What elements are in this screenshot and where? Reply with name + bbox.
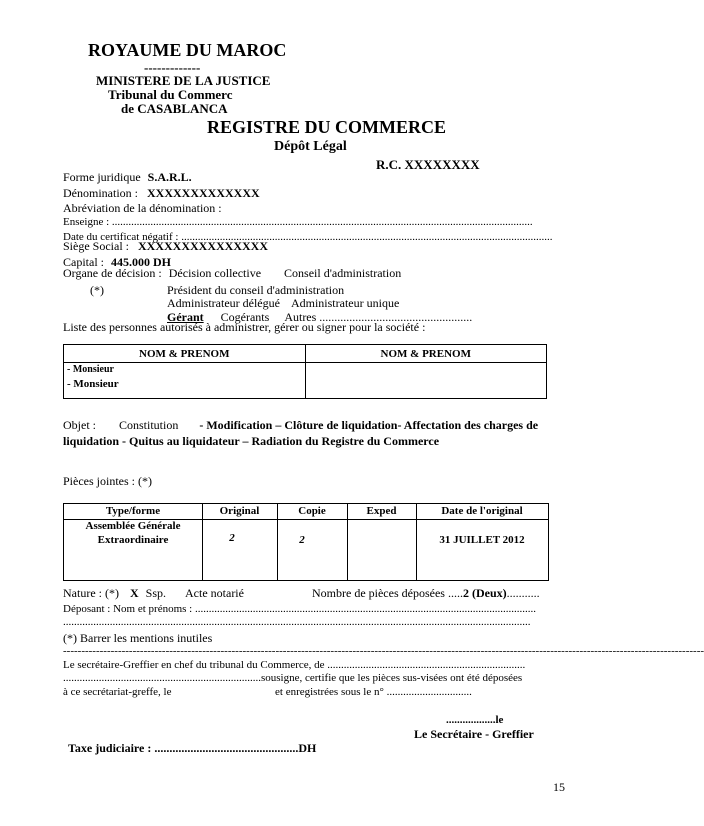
persons-cell-right	[305, 363, 547, 399]
person-2: - Monsieur	[67, 378, 119, 390]
piece-type-line1: Assemblée Générale	[85, 520, 181, 532]
siege-label: Siège Social :	[63, 239, 129, 253]
piece-date: 31 JUILLET 2012	[439, 534, 525, 546]
page-number: 15	[553, 780, 565, 794]
forme-value: S.A.R.L.	[147, 170, 192, 184]
forme-juridique-line	[63, 170, 192, 185]
taxe-judiciaire: Taxe judiciaire : ................................................DH	[68, 741, 317, 755]
persons-col1-header: NOM & PRENOM	[64, 345, 306, 363]
nature-label: Nature : (*)	[63, 586, 119, 600]
greffier-line3b: et enregistrées sous le n° ...............................	[275, 686, 472, 698]
greffier-line2-text: sousigne, certifie que les pièces sus-visées ont été déposées	[261, 672, 523, 684]
organe-gerant: Gérant	[167, 310, 204, 324]
organe-autres: Autres ...................................................	[284, 310, 473, 324]
dots-line: ..........................................................................................................................................................................	[63, 616, 531, 628]
registre-title: REGISTRE DU COMMERCE	[207, 117, 447, 137]
enseigne-line: Enseigne : .........................................................................................................................................................	[63, 216, 533, 228]
deposant-line: Déposant : Nom et prénoms : ............................................................................................................................	[63, 603, 536, 615]
abreviation-line: Abréviation de la dénomination :	[63, 201, 222, 215]
nombre-dots: ...........	[506, 586, 540, 600]
organe-star: (*)	[90, 283, 104, 297]
greffier-line1: Le secrétaire-Greffier en chef du tribunal du Commerce, de ........................................................................	[63, 659, 526, 671]
organe-conseil: Conseil d'administration	[284, 266, 402, 280]
separator-dash: -------------------------------------------------------------------------------------------------------------------------------------------------------------------------------	[63, 645, 704, 657]
organe-cogerants: Cogérants	[220, 310, 270, 324]
header-separator: -------------	[144, 60, 201, 75]
pieces-header-type: Type/forme	[105, 505, 161, 517]
tribunal-title: Tribunal du Commerc	[108, 87, 233, 102]
objet-line2: liquidation - Quitus au liquidateur – Radiation du Registre du Commerce	[63, 434, 440, 448]
objet-constitution: Constitution	[119, 418, 179, 432]
pieces-header-exped: Exped	[366, 505, 397, 517]
nature-line	[63, 586, 244, 601]
pieces-header-date: Date de l'original	[441, 505, 523, 517]
objet-label: Objet :	[63, 418, 96, 432]
liste-personnes: Liste des personnes autorisés à administrer, gérer ou signer pour la société :	[63, 320, 426, 334]
pieces-header-original: Original	[219, 505, 260, 517]
barrer-note: (*) Barrer les mentions inutiles	[63, 631, 213, 645]
person-1: - Monsieur	[67, 364, 114, 375]
denom-label: Dénomination :	[63, 186, 138, 200]
forme-label: Forme juridique	[63, 170, 141, 184]
ministry-title: MINISTERE DE LA JUSTICE	[96, 73, 271, 88]
objet-modification: - Modification – Clôture de liquidation- Affectation des charges de	[199, 418, 539, 432]
siege-line	[63, 239, 268, 254]
denomination-line	[63, 186, 260, 201]
nombre-line	[312, 586, 540, 601]
greffier-line3a: à ce secrétariat-greffe, le	[63, 686, 172, 698]
persons-table	[63, 344, 547, 399]
organe-president: Président du conseil d'administration	[167, 283, 345, 297]
greffier-line2	[63, 672, 522, 684]
nombre-label: Nombre de pièces déposées .....	[312, 586, 463, 600]
city-title: de CASABLANCA	[121, 101, 228, 116]
depot-title: Dépôt Légal	[274, 139, 347, 154]
denom-value: XXXXXXXXXXXXX	[147, 186, 260, 200]
organe-line	[63, 266, 401, 281]
organe-collective: Décision collective	[168, 266, 262, 280]
nombre-value: 2 (Deux)	[462, 586, 507, 600]
capital-value: 445.000 DH	[111, 255, 171, 269]
rc-number: R.C. XXXXXXXX	[376, 157, 480, 172]
secretaire-signature: Le Secrétaire - Greffier	[414, 727, 534, 741]
objet-line1	[63, 418, 538, 433]
pieces-label: Pièces jointes : (*)	[63, 474, 152, 488]
pieces-table	[63, 503, 549, 581]
organe-unique: Administrateur unique	[290, 296, 400, 310]
nature-acte: Acte notarié	[185, 586, 244, 600]
capital-label: Capital :	[63, 255, 104, 269]
date-le: ..................le	[446, 714, 504, 726]
organe-admin-line	[167, 296, 399, 311]
greffier-line2-dots: ........................................................................	[63, 672, 261, 684]
kingdom-title: ROYAUME DU MAROC	[88, 40, 287, 60]
nature-ssp: Ssp.	[145, 586, 166, 600]
organe-label: Organe de décision :	[63, 266, 162, 280]
persons-cell-left	[64, 363, 306, 399]
siege-value: XXXXXXXXXXXXXXX	[138, 239, 268, 253]
pieces-header-copie: Copie	[298, 505, 326, 517]
piece-type-line2: Extraordinaire	[97, 534, 169, 546]
persons-col2-header: NOM & PRENOM	[305, 345, 547, 363]
certificat-line: Date du certificat négatif : .......................................................................................................................................	[63, 231, 553, 243]
nature-x: X	[129, 586, 139, 600]
piece-original: 2	[229, 532, 235, 544]
piece-copie: 2	[299, 534, 305, 546]
organe-delegue: Administrateur délégué	[167, 296, 280, 310]
